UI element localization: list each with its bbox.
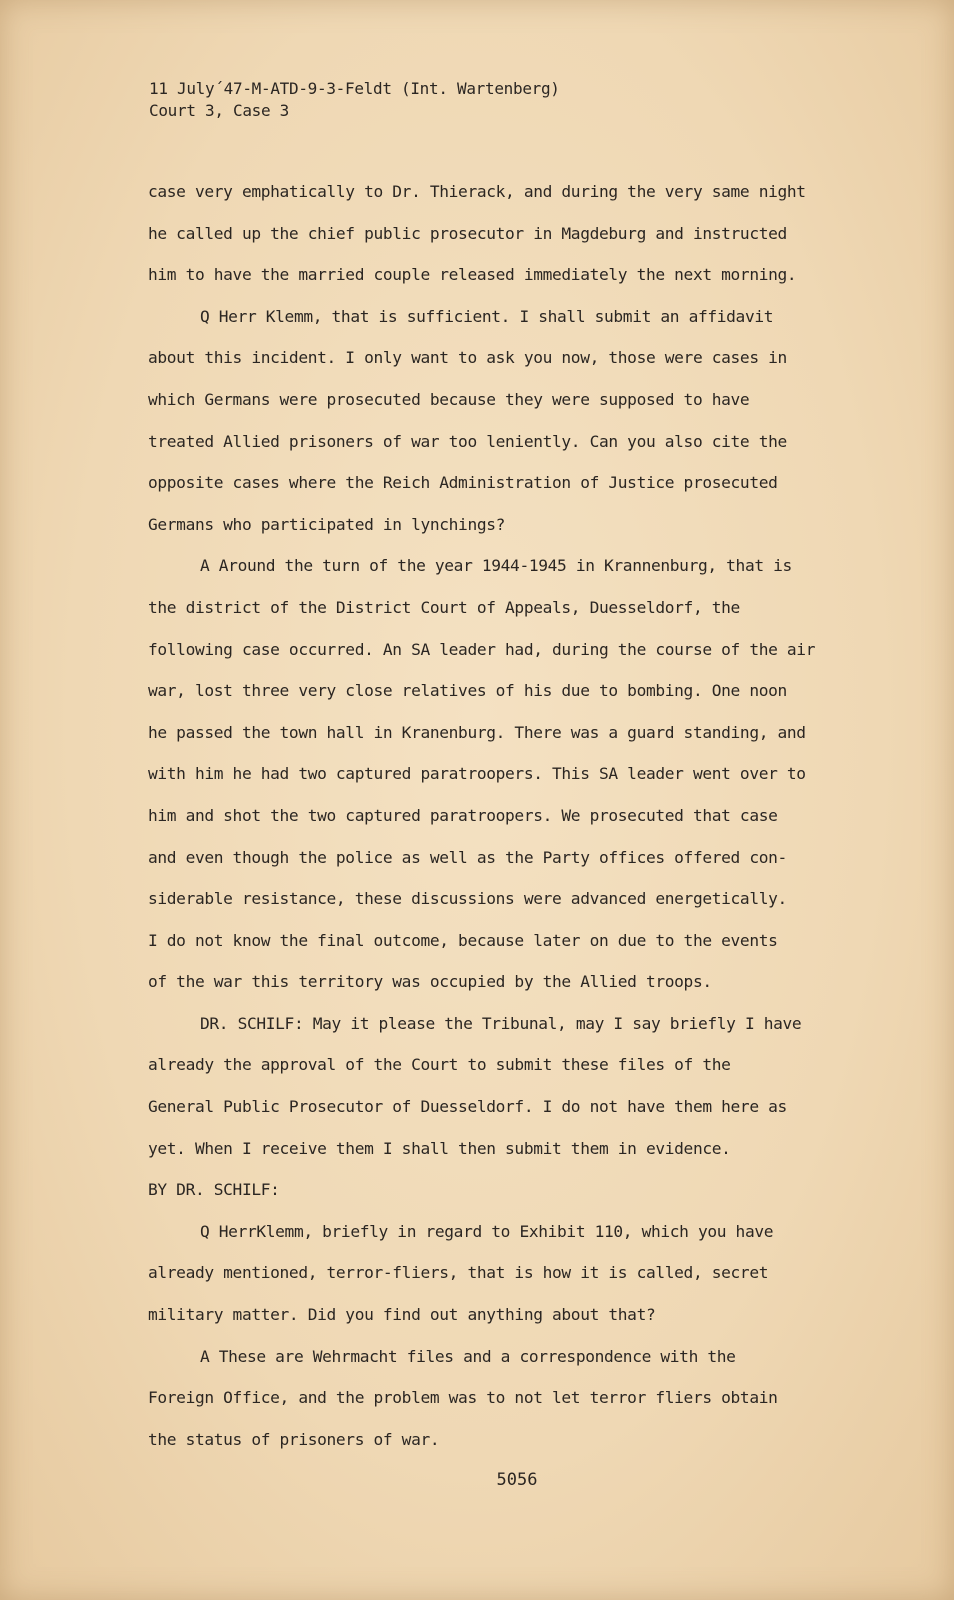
transcript-line: Q Herr Klemm, that is sufficient. I shall submit an affidavit [200,306,774,326]
transcript-body [148,178,888,1467]
header-court-line: Court 3, Case 3 [149,101,289,120]
transcript-line: already mentioned, terror-fliers, that is how it is called, secret [148,1263,769,1283]
transcript-line: Germans who participated in lynchings? [148,514,506,534]
transcript-line: DR. SCHILF: May it please the Tribunal, may I say briefly I have [200,1013,802,1033]
transcript-line: war, lost three very close relatives of his due to bombing. One noon [148,681,787,701]
transcript-line: the district of the District Court of Appeals, Duesseldorf, the [148,597,740,617]
transcript-line: treated Allied prisoners of war too leniently. Can you also cite the [148,431,787,451]
transcript-line: he called up the chief public prosecutor in Magdeburg and instructed [148,223,787,243]
transcript-line: Foreign Office, and the problem was to not let terror fliers obtain [148,1388,778,1408]
transcript-line: A These are Wehrmacht files and a correspondence with the [200,1346,736,1366]
transcript-line: which Germans were prosecuted because they were supposed to have [148,389,750,409]
transcript-line: about this incident. I only want to ask you now, those were cases in [148,348,787,368]
transcript-line: of the war this territory was occupied by the Allied troops. [148,972,712,992]
transcript-line: him to have the married couple released immediately the next morning. [148,265,797,285]
document-header [149,78,560,122]
transcript-line: the status of prisoners of war. [148,1429,440,1449]
header-reference-line: 11 July´47-M-ATD-9-3-Feldt (Int. Wartenberg) [149,79,560,98]
transcript-line: him and shot the two captured paratroopers. We prosecuted that case [148,805,778,825]
transcript-line: and even though the police as well as the Party offices offered con- [148,847,787,867]
page-number: 5056 [496,1470,538,1490]
transcript-line: already the approval of the Court to submit these files of the [148,1055,731,1075]
transcript-line: military matter. Did you find out anything about that? [148,1305,656,1325]
transcript-line: he passed the town hall in Kranenburg. There was a guard standing, and [148,722,806,742]
transcript-line: BY DR. SCHILF: [148,1180,280,1200]
transcript-line: case very emphatically to Dr. Thierack, and during the very same night [148,182,806,201]
transcript-line: I do not know the final outcome, because later on due to the events [148,930,778,950]
transcript-line: with him he had two captured paratroopers. This SA leader went over to [148,764,806,784]
transcript-line: following case occurred. An SA leader had, during the course of the air [148,639,816,659]
transcript-line: A Around the turn of the year 1944-1945 in Krannenburg, that is [200,556,792,576]
transcript-line: General Public Prosecutor of Duesseldorf. I do not have them here as [148,1097,787,1117]
transcript-line: opposite cases where the Reich Administration of Justice prosecuted [148,473,778,493]
transcript-line: yet. When I receive them I shall then submit them in evidence. [148,1138,731,1158]
transcript-line: Q HerrKlemm, briefly in regard to Exhibit 110, which you have [200,1221,774,1241]
transcript-line: siderable resistance, these discussions were advanced energetically. [148,889,787,909]
